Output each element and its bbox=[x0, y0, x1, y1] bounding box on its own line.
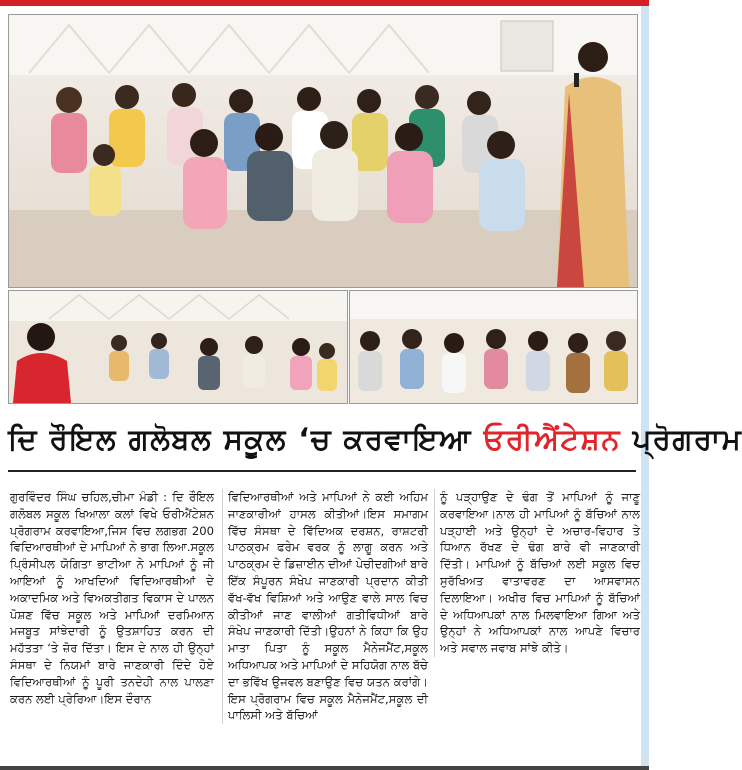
right-margin-bar bbox=[641, 6, 649, 770]
headline bbox=[8, 410, 742, 468]
photo-lower-right-illustration bbox=[350, 291, 637, 403]
headline-rule bbox=[8, 470, 636, 472]
article-column-3: ਨੂੰ ਪੜ੍ਹਾਉਣ ਦੇ ਢੰਗ ਤੋਂ ਮਾਪਿਆਂ ਨੂੰ ਜਾਣੂ ਕਰਵਾਇਆ।ਨਾਲ ਹੀ ਮਾਪਿਆਂ ਨੂੰ ਬੱਚਿਆਂ ਨਾਲ ਪੜ੍ਹਾਈ ਅਤੇ ਉਨ੍ਹਾਂ ਦੇ ਅਚਾਰ-ਵਿਹਾਰ ਤੇ ਧਿਆਨ ਰੱਖਣ ਦੇ ਢੰਗ ਬਾਰੇ ਵੀ ਜਾਣਕਾਰੀ ਦਿੱਤੀ। ਮਾਪਿਆਂ ਨੂੰ ਬੱਚਿਆਂ ਲਈ ਸਕੂਲ ਵਿਚ ਸੁਰੱਖਿਅਤ ਵਾਤਾਵਰਣ ਦਾ ਆਸਵਾਸਨ ਦਿਲਾਇਆ। ਅਖੀਰ ਵਿਚ ਮਾਪਿਆਂ ਨੂੰ ਬੱਚਿਆਂ ਦੇ ਅਧਿਆਪਕਾਂ ਨਾਲ ਮਿਲਵਾਇਆ ਗਿਆ ਅਤੇ ਉਨ੍ਹਾਂ ਨੇ ਅਧਿਆਪਕਾਂ ਨਾਲ ਆਪਣੇ ਵਿਚਾਰ ਅਤੇ ਸਵਾਲ ਜਵਾਬ ਸਾਂਝੇ ਕੀਤੇ। bbox=[434, 489, 640, 657]
article-column-1: ਗੁਰਵਿੰਦਰ ਸਿੰਘ ਚਹਿਲ,ਚੀਮਾ ਮੰਡੀ : ਦਿ ਰੌਇਲ ਗਲੋਬਲ ਸਕੂਲ ਖਿਆਲਾ ਕਲਾਂ ਵਿਖੇ ਓਰੀਐਂਟੇਸ਼ਨ ਪ੍ਰੋਗਰਾਮ ਕਰਵਾਇਆ,ਜਿਸ ਵਿਚ ਲਗਭਗ 200 ਵਿਦਿਆਰਥੀਆਂ ਦੇ ਮਾਪਿਆਂ ਨੇ ਭਾਗ ਲਿਆ.ਸਕੂਲ ਪ੍ਰਿੰਸੀਪਲ ਯੋਗਿਤਾ ਭਾਟੀਆ ਨੇ ਮਾਪਿਆਂ ਨੂੰ ਜੀ ਆਇਆਂ ਨੂੰ ਆਖਦਿਆਂ ਵਿਦਿਆਰਥੀਆਂ ਦੇ ਅਕਾਦਮਿਕ ਅਤੇ ਵਿਅਕਤੀਗਤ ਵਿਕਾਸ ਦੇ ਪਾਲਨ ਪੋਸ਼ਣ ਵਿੱਚ ਸਕੂਲ ਅਤੇ ਮਾਪਿਆਂ ਦਰਮਿਆਨ ਮਜਬੂਤ ਸਾਂਝੇਦਾਰੀ ਨੂੰ ਉਤਸ਼ਾਹਿਤ ਕਰਨ ਦੀ ਮਹੱਤਤਾ ‘ਤੇ ਜ਼ੋਰ ਦਿੱਤਾ। ਇਸ ਦੇ ਨਾਲ ਹੀ ਉਨ੍ਹਾਂ ਸੰਸਥਾ ਦੇ ਨਿਯਮਾਂ ਬਾਰੇ ਜਾਣਕਾਰੀ ਦਿੰਦੇ ਹੋਏ ਵਿਦਿਆਰਥੀਆਂ ਨੂੰ ਪੂਰੀ ਤਨਦੇਹੀ ਨਾਲ ਪਾਲਣਾ ਕਰਨ ਲਈ ਪ੍ਰੇਰਿਆ।ਇਸ ਦੌਰਾਨ bbox=[10, 490, 214, 706]
top-color-bar bbox=[0, 0, 649, 6]
photo-lower-left-illustration bbox=[9, 291, 347, 403]
headline-part-3: ਪ੍ਰੋਗਰਾਮ bbox=[620, 422, 742, 456]
photo-main bbox=[8, 14, 638, 288]
photo-main-illustration bbox=[9, 15, 637, 287]
photo-lower-right bbox=[349, 290, 638, 404]
headline-part-1: ਦਿ ਰੌਇਲ ਗਲੋਬਲ ਸਕੂਲ ‘ਚ ਕਰਵਾਇਆ bbox=[8, 422, 484, 456]
bottom-rule bbox=[0, 766, 649, 770]
article-column-2: ਵਿਦਿਆਰਥੀਆਂ ਅਤੇ ਮਾਪਿਆਂ ਨੇ ਕਈ ਅਹਿਮ ਜਾਣਕਾਰੀਆਂ ਹਾਸਲ ਕੀਤੀਆਂ।ਇਸ ਸਮਾਗਮ ਵਿੱਚ ਸੰਸਥਾ ਦੇ ਵਿੱਦਿਅਕ ਦਰਸ਼ਨ, ਰਾਸ਼ਟਰੀ ਪਾਠਕ੍ਰਮ ਫਰੇਮ ਵਰਕ ਨੂੰ ਲਾਗੂ ਕਰਨ ਅਤੇ ਪਾਠਕ੍ਰਮ ਦੇ ਡਿਜ਼ਾਈਨ ਦੀਆਂ ਪੇਚੀਦਗੀਆਂ ਬਾਰੇ ਇੱਕ ਸੰਪੂਰਨ ਸੰਖੇਪ ਜਾਣਕਾਰੀ ਪ੍ਰਦਾਨ ਕੀਤੀ ਵੱਖ-ਵੱਖ ਵਿਸ਼ਿਆਂ ਅਤੇ ਆਉਣ ਵਾਲੇ ਸਾਲ ਵਿਚ ਕੀਤੀਆਂ ਜਾਣ ਵਾਲੀਆਂ ਗਤੀਵਿਧੀਆਂ ਬਾਰੇ ਸੰਖੇਪ ਜਾਣਕਾਰੀ ਦਿੱਤੀ।ਉਹਨਾਂ ਨੇ ਕਿਹਾ ਕਿ ਉਹ ਮਾਤਾ ਪਿਤਾ ਨੂੰ ਸਕੂਲ ਮੈਨੇਜਮੈਂਟ,ਸਕੂਲ ਅਧਿਆਪਕ ਅਤੇ ਮਾਪਿਆਂ ਦੇ ਸਹਿਯੋਗ ਨਾਲ ਬੱਚੇ ਦਾ ਭਵਿੱਖ ਉਜਵਲ ਬਣਾਉਣ ਵਿਚ ਯਤਨ ਕਰਾਂਗੇ।ਇਸ ਪ੍ਰੋਗਰਾਮ ਵਿਚ ਸਕੂਲ ਮੈਨੇਜਮੈਂਟ,ਸਕੂਲ ਦੀ ਪਾਲਿਸੀ ਅਤੇ ਬੱਚਿਆਂ bbox=[222, 489, 428, 724]
headline-highlight: ਓਰੀਐਂਟੇਸ਼ਨ bbox=[483, 422, 621, 456]
photo-lower-left bbox=[8, 290, 348, 404]
